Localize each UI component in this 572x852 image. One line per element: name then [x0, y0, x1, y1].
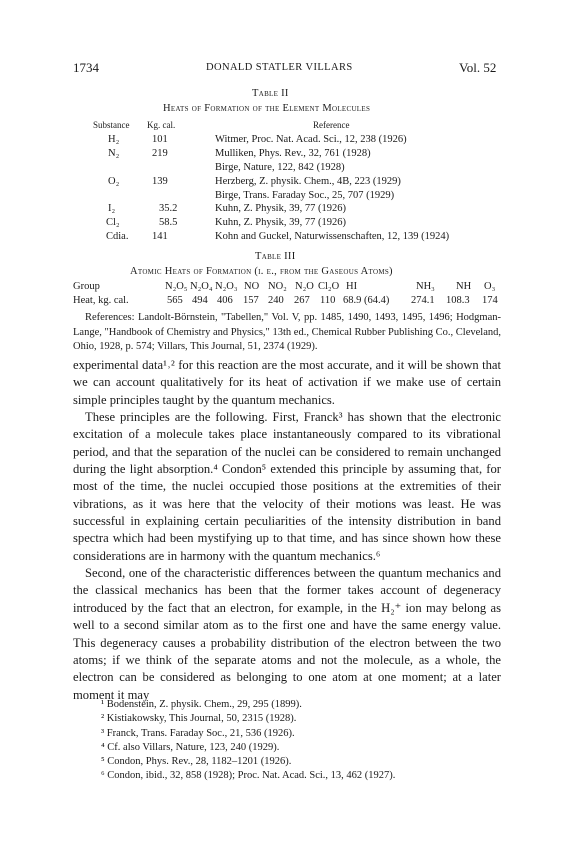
table3-heat: 406 — [217, 295, 233, 306]
table3-group: NH — [456, 281, 472, 292]
volume-label: Vol. 52 — [459, 60, 497, 75]
table2-value: 219 — [152, 148, 168, 159]
table3-heat: 565 — [167, 295, 183, 306]
body-paragraph: Second, one of the characteristic differences between the quantum mechanics and the classical mechanics has been that the former takes account of degeneracy introduced by the fact that an electron, for example, in the H₂⁺ ion may belong as well to a second similar atom as to the first one and have the same energy value. This degeneracy causes a probability distribution of the electron between the two atoms; if we think of the separate atoms and not the molecule, as a whole, the electron can be considered as belonging to one atom at one moment; at a later moment it may — [73, 566, 501, 702]
table3-heat-label: Heat, kg. cal. — [73, 295, 129, 306]
footnote: ¹ Bodenstein, Z. physik. Chem., 29, 295 (1899). — [101, 699, 302, 710]
footnote: ² Kistiakowsky, This Journal, 50, 2315 (1928). — [101, 713, 297, 725]
table3-caption: Atomic Heats of Formation (i. e., from the Gaseous Atoms) — [130, 266, 393, 277]
table3-group: NO — [244, 281, 260, 292]
table2-reference: Kuhn, Z. Physik, 39, 77 (1926) — [215, 203, 346, 214]
table3-group-label: Group — [73, 281, 100, 292]
table3-group: N₂O₃ — [215, 281, 238, 292]
table2-col-substance: Substance — [93, 120, 130, 130]
page-number: 1734 — [73, 60, 99, 75]
table2-value: 35.2 — [159, 203, 178, 214]
table2-reference: Birge, Nature, 122, 842 (1928) — [215, 162, 345, 173]
table2-value: 139 — [152, 176, 168, 187]
running-title: DONALD STATLER VILLARS — [206, 62, 353, 73]
table2-substance: Cdia. — [106, 231, 129, 242]
table3-group: HI — [346, 281, 358, 292]
body-paragraph: experimental data¹˒² for this reaction are the most accurate, and it will be shown that we can account qualitatively for its heat of activation if we make use of certain simple principles taught by the quantum mechanics. — [73, 358, 501, 407]
table2-reference: Kohn and Guckel, Naturwissenschaften, 12, 139 (1924) — [215, 231, 450, 242]
table3-heat: 267 — [294, 295, 310, 306]
table2-substance: H₂ — [108, 134, 120, 145]
table3-heat: 110 — [320, 295, 336, 306]
table2-substance: O₂ — [108, 176, 120, 187]
table3-group: N₂O₄ — [190, 281, 213, 292]
table3-group: O₃ — [484, 281, 496, 292]
table3-heat: 157 — [243, 295, 259, 306]
table2-reference: Witmer, Proc. Nat. Acad. Sci., 12, 238 (1926) — [215, 134, 407, 145]
table2-caption: Heats of Formation of the Element Molecules — [163, 103, 371, 114]
footnotes — [73, 698, 501, 784]
footnote: ³ Franck, Trans. Faraday Soc., 21, 536 (1926). — [101, 727, 295, 739]
table3-group: N₂O₅ — [165, 281, 188, 292]
footnote: ⁴ Cf. also Villars, Nature, 123, 240 (1929). — [101, 741, 280, 753]
table2-col-kgcal: Kg. cal. — [147, 120, 176, 130]
body-paragraph: These principles are the following. First, Franck³ has shown that the electronic excitation of a molecule takes place instantaneously compared to its vibrational period, and that the separation of the nuclei can be considered to remain unchanged during the light absorption.⁴ Condon⁵ extended this principle by assuming that, for most of the time, the nuclei occupied those positions at the extremities of their vibrations, as it was here that the velocity of their motions was least. He was successful in explaining certain peculiarities of the intensity distribution in band spectra which had been mystifying up to that time, and has since shown how these considerations are in harmony with the quantum mechanics.⁶ — [73, 410, 501, 563]
footnote: ⁶ Condon, ibid., 32, 858 (1928); Proc. Nat. Acad. Sci., 13, 462 (1927). — [101, 770, 396, 782]
table2-reference: Herzberg, Z. physik. Chem., 4B, 223 (1929) — [215, 176, 401, 187]
table2-reference: Kuhn, Z. Physik, 39, 77 (1926) — [215, 217, 346, 228]
table3-heat: 68.9 (64.4) — [343, 295, 390, 306]
table2-value: 101 — [152, 134, 168, 145]
body-text — [73, 357, 501, 704]
table3-group: Cl₂O — [318, 281, 340, 292]
table3-group: NO₂ — [268, 281, 287, 292]
table2-reference: Birge, Trans. Faraday Soc., 25, 707 (1929) — [215, 190, 395, 201]
table3-title: Table III — [255, 251, 296, 262]
table3-heat: 494 — [192, 295, 208, 306]
table2-value: 141 — [152, 231, 168, 242]
table3-heat: 174 — [482, 295, 498, 306]
table3-heat: 240 — [268, 295, 284, 306]
table2-substance: I₂ — [108, 203, 116, 214]
footnote: ⁵ Condon, Phys. Rev., 28, 1182–1201 (1926). — [101, 756, 292, 768]
table3-heat: 274.1 — [411, 295, 435, 306]
table2-substance: Cl₂ — [106, 217, 120, 228]
table3-group: N₂O — [295, 281, 314, 292]
table2-substance: N₂ — [108, 148, 120, 159]
table3-group: NH₃ — [416, 281, 435, 292]
table2-title: Table II — [252, 88, 289, 99]
table2-value: 58.5 — [159, 217, 178, 228]
table2-col-reference: Reference — [313, 120, 350, 130]
table3-heat: 108.3 — [446, 295, 470, 306]
table2-reference: Mulliken, Phys. Rev., 32, 761 (1928) — [215, 148, 371, 159]
table3-references: References: Landolt-Börnstein, "Tabellen," Vol. V, pp. 1485, 1490, 1493, 1495, 1496; Hodgman-Lange, "Handbook of Chemistry and Physics," 13th ed., Chemical Rubber Publishing Co., Cleveland, Ohio, 1928, p. 574; Villars, This Journal, 51, 2374 (1929). — [73, 312, 501, 352]
